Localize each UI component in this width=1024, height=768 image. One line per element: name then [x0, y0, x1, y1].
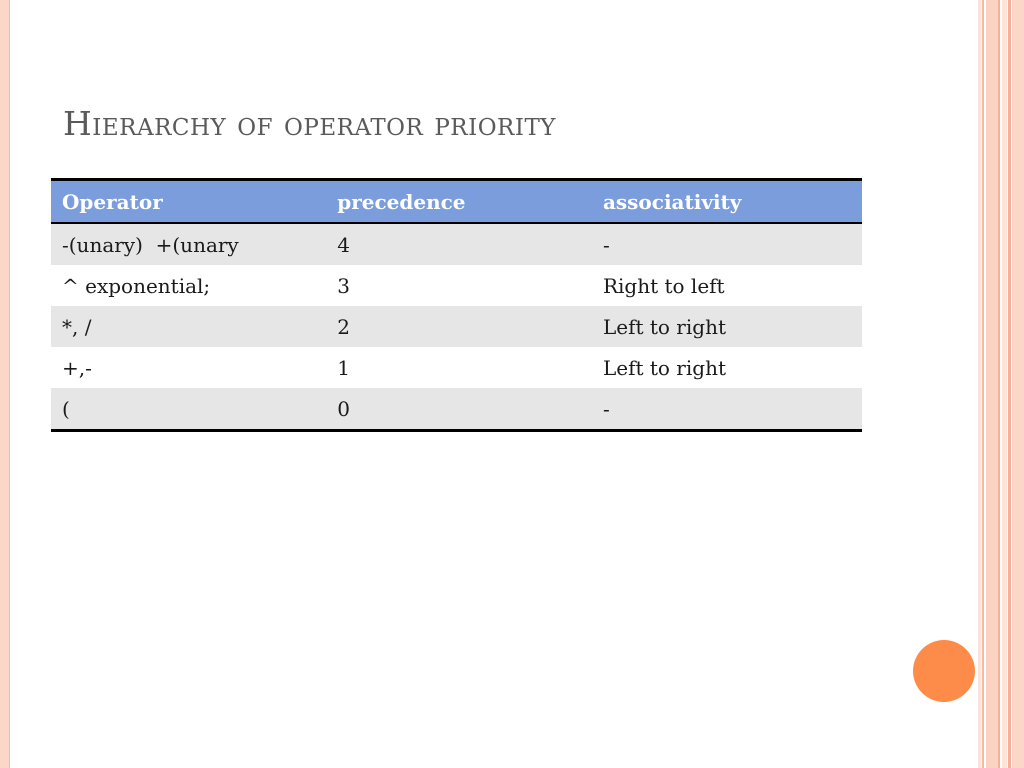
cell-operator: ^ exponential;	[51, 265, 326, 306]
cell-associativity: Left to right	[592, 347, 862, 388]
cell-precedence: 2	[326, 306, 592, 347]
cell-operator: -(unary) +(unary	[51, 223, 326, 265]
cell-associativity: -	[592, 223, 862, 265]
table-row	[51, 347, 862, 388]
table-row	[51, 265, 862, 306]
header-precedence: precedence	[326, 180, 592, 224]
stripe	[998, 0, 1000, 768]
cell-operator: (	[51, 388, 326, 431]
cell-precedence: 1	[326, 347, 592, 388]
cell-associativity: Left to right	[592, 306, 862, 347]
cell-associativity: Right to left	[592, 265, 862, 306]
cell-operator: *, /	[51, 306, 326, 347]
table-row	[51, 306, 862, 347]
slide-title: Hierarchy of operator priority	[63, 104, 556, 143]
stripe	[1008, 0, 1011, 768]
accent-circle-decoration	[913, 640, 975, 702]
header-associativity: associativity	[592, 180, 862, 224]
right-stripes-decoration	[978, 0, 1024, 768]
table-header-row	[51, 180, 862, 224]
stripe	[978, 0, 981, 768]
cell-precedence: 0	[326, 388, 592, 431]
stripe	[1002, 0, 1007, 768]
left-border-decoration	[0, 0, 10, 768]
table-row	[51, 223, 862, 265]
operator-priority-table	[51, 178, 862, 432]
table-row	[51, 388, 862, 431]
stripe	[1012, 0, 1024, 768]
header-operator: Operator	[51, 180, 326, 224]
stripe	[982, 0, 984, 768]
cell-operator: +,-	[51, 347, 326, 388]
stripe	[986, 0, 998, 768]
cell-associativity: -	[592, 388, 862, 431]
cell-precedence: 3	[326, 265, 592, 306]
cell-precedence: 4	[326, 223, 592, 265]
